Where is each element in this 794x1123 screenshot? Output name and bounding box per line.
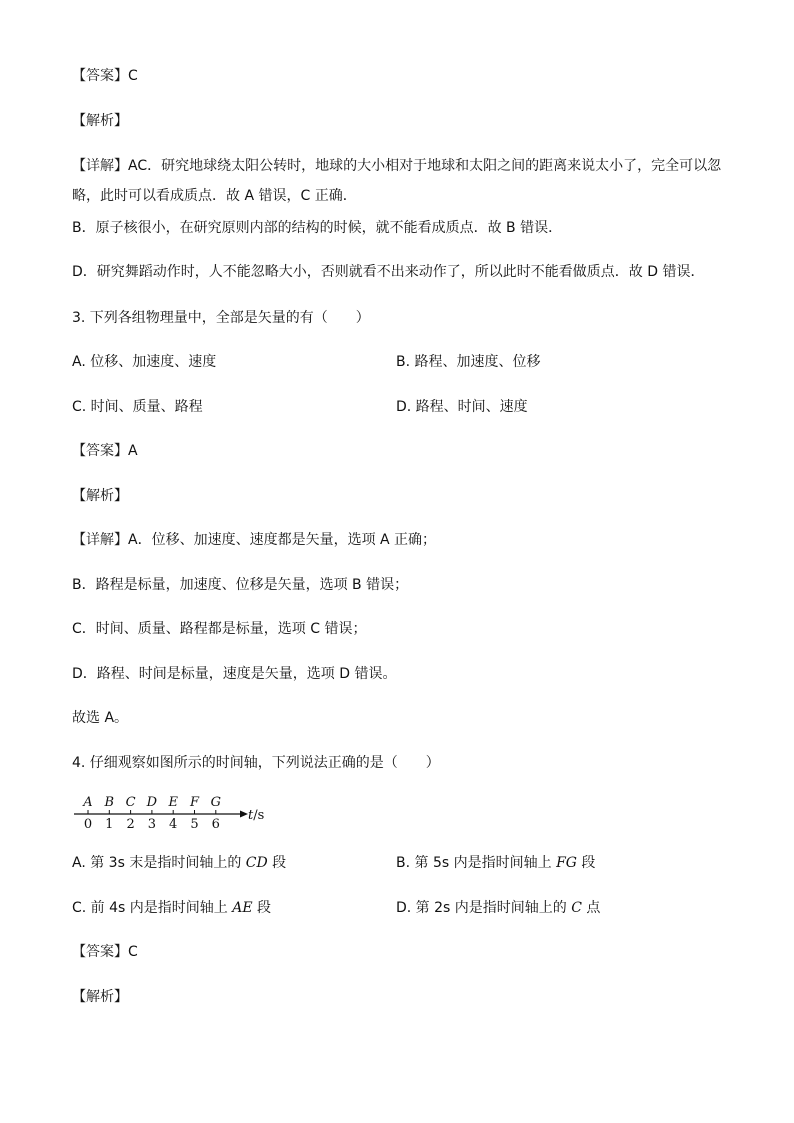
timeline-letter: E (168, 795, 178, 810)
q2-detail-b: B．原子核很小，在研究原则内部的结构的时候，就不能看成质点．故 B 错误． (72, 220, 563, 236)
option-text: 段 (267, 855, 287, 871)
q4-stem: 4. 仔细观察如图所示的时间轴，下列说法正确的是（ ） (72, 755, 440, 771)
timeline-letter: A (83, 795, 93, 810)
q2-detail-line1 (72, 156, 721, 176)
timeline-number: 6 (211, 817, 220, 832)
q3-option-d: D. 路程、时间、速度 (396, 399, 528, 415)
q4-answer-line (72, 942, 138, 962)
q4-analysis-tag: 【解析】 (72, 989, 128, 1005)
option-text: 段 (576, 855, 596, 871)
answer-value: A (128, 443, 138, 459)
timeline-number: 1 (105, 817, 114, 832)
option-segment: CD (245, 855, 268, 871)
answer-tag: 【答案】 (72, 68, 128, 84)
q3-option-b: B. 路程、加速度、位移 (396, 354, 541, 370)
q2-detail-line2: 略，此时可以看成质点．故 A 错误，C 正确． (72, 188, 357, 204)
timeline-arrow (240, 811, 248, 818)
q3-detail-a (72, 530, 436, 550)
timeline-letter: B (104, 795, 115, 810)
q3-conclusion: 故选 A。 (72, 710, 129, 726)
detail-text: A．位移、加速度、速度都是矢量，选项 A 正确； (128, 532, 437, 548)
option-text: D. 第 2s 内是指时间轴上的 (396, 900, 572, 916)
timeline-number: 3 (147, 817, 157, 832)
timeline-letter: G (210, 795, 221, 810)
q4-option-c (72, 898, 271, 918)
timeline-letter: D (146, 795, 158, 810)
q2-analysis-tag: 【解析】 (72, 113, 128, 129)
q3-detail-d: D．路程、时间是标量，速度是矢量，选项 D 错误。 (72, 666, 397, 682)
option-text: 段 (252, 900, 272, 916)
answer-value: C (128, 944, 138, 960)
q3-analysis-tag: 【解析】 (72, 488, 128, 504)
q4-option-a (72, 853, 286, 873)
q3-answer-line (72, 441, 138, 461)
detail-tag: 【详解】 (72, 158, 128, 174)
q4-option-b (396, 853, 595, 873)
q3-option-c: C. 时间、质量、路程 (72, 399, 203, 415)
answer-value: C (128, 68, 138, 84)
option-segment: AE (232, 900, 253, 916)
timeline-number: 0 (83, 817, 93, 832)
option-text: 点 (581, 900, 601, 916)
timeline-number: 5 (190, 817, 199, 832)
timeline-letter: C (125, 795, 136, 810)
axis-label: t/s (248, 808, 265, 823)
option-text: B. 第 5s 内是指时间轴上 (396, 855, 557, 871)
q2-detail-d: D．研究舞蹈动作时，人不能忽略大小，否则就看不出来动作了，所以此时不能看做质点．故 D 错误． (72, 264, 705, 280)
answer-tag: 【答案】 (72, 944, 128, 960)
q3-stem: 3. 下列各组物理量中，全部是矢量的有（ ） (72, 310, 370, 326)
detail-text: AC．研究地球绕太阳公转时，地球的大小相对于地球和太阳之间的距离来说太小了，完全可以忽 (128, 158, 722, 174)
detail-tag: 【详解】 (72, 532, 128, 548)
q4-option-d (396, 898, 600, 918)
q3-detail-c: C．时间、质量、路程都是标量，选项 C 错误； (72, 621, 367, 637)
option-text: A. 第 3s 末是指时间轴上的 (72, 855, 246, 871)
option-segment: FG (556, 855, 577, 871)
q3-option-a: A. 位移、加速度、速度 (72, 354, 217, 370)
q2-answer-line (72, 66, 138, 86)
timeline-number: 4 (169, 817, 178, 832)
timeline-figure (70, 790, 270, 836)
option-text: C. 前 4s 内是指时间轴上 (72, 900, 233, 916)
q3-detail-b: B．路程是标量，加速度、位移是矢量，选项 B 错误； (72, 577, 409, 593)
option-segment: C (571, 900, 582, 916)
answer-tag: 【答案】 (72, 443, 128, 459)
timeline-number: 2 (126, 817, 135, 832)
timeline-letter: F (189, 795, 200, 810)
